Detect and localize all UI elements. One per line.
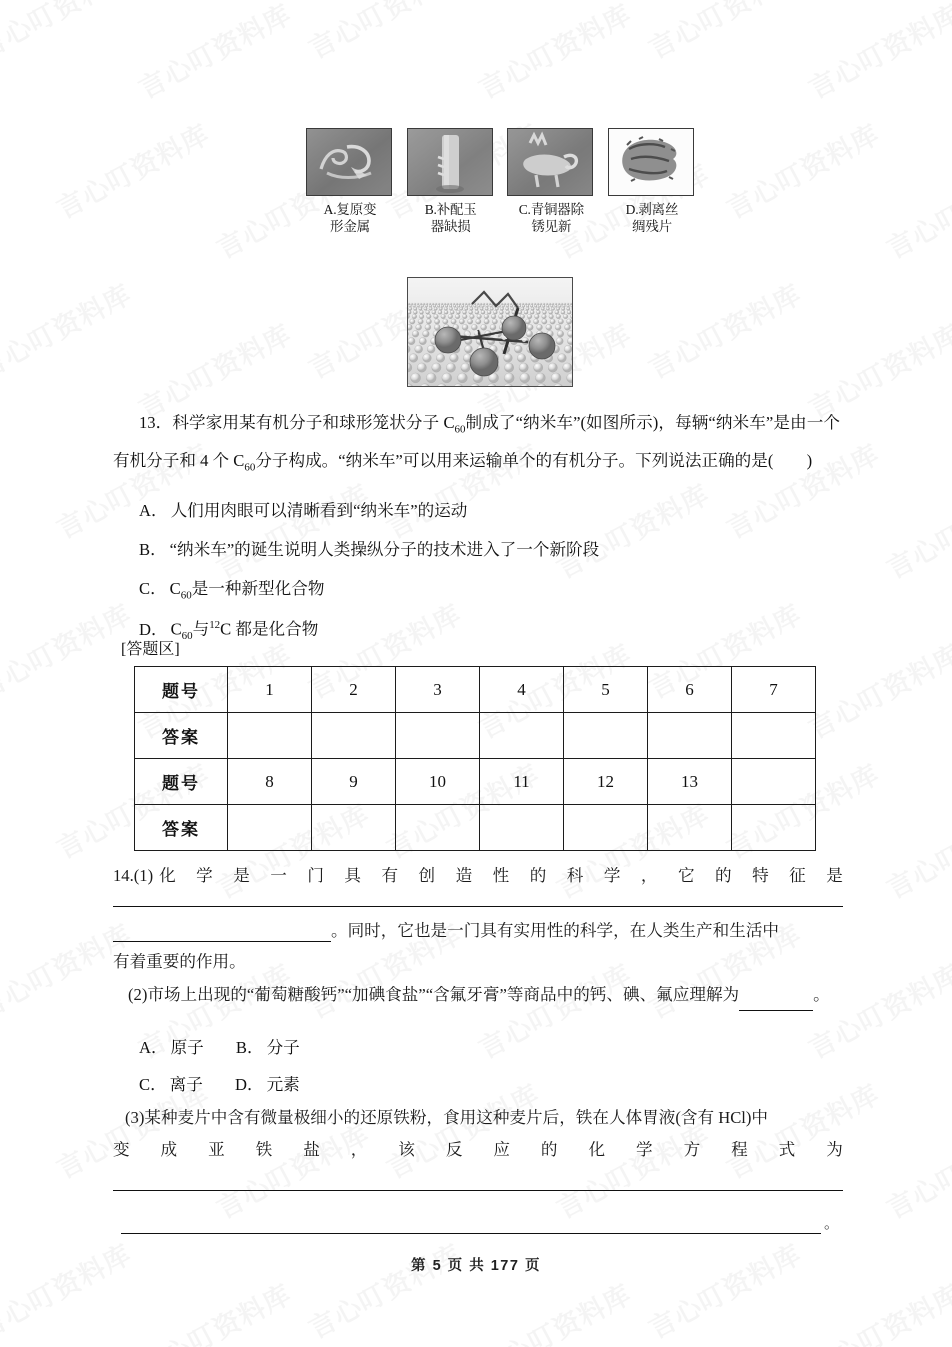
question-14-part1-spaced-text (159, 862, 843, 886)
watermark-text (801, 0, 952, 106)
option-d-text: 都是化合物 (235, 619, 319, 639)
q14-p1-char: 是 (233, 866, 250, 885)
q14-p1-char: 一 (270, 866, 287, 885)
watermark-text (641, 0, 808, 66)
watermark-text (801, 1273, 952, 1347)
q14-p1-char: 特 (752, 866, 769, 885)
watermark-text (549, 1113, 716, 1226)
q14-p3-char: 铁 (255, 1140, 273, 1159)
watermark-text (641, 1233, 808, 1346)
question-number-cell: 11 (480, 759, 564, 805)
question-number-cell: 3 (396, 667, 480, 713)
question-14-part3-text: 某种麦片中含有微量极细小的还原铁粉，食用这种麦片后，铁在人体胃液(含有 HCl)中 (144, 1108, 769, 1127)
table-row (135, 759, 816, 805)
watermark-text (879, 793, 952, 906)
watermark-text (301, 1233, 468, 1346)
option-d-formula2: C (220, 619, 232, 639)
watermark-text (641, 273, 808, 386)
q14-p1-char: 具 (344, 866, 362, 885)
q14-p3-char: 应 (493, 1140, 510, 1159)
relic-photo-bronze (507, 128, 593, 196)
table-row (135, 805, 816, 851)
relic-photo-jade (407, 128, 493, 196)
p2-option-a-label: A． (139, 1038, 168, 1057)
question-14-part1-line3: 有着重要的作用。 (113, 952, 246, 971)
watermark-text (0, 273, 137, 386)
question-number-cell: 13 (648, 759, 732, 805)
relic-caption-c (507, 201, 595, 236)
q14-p1-char: 它 (677, 866, 695, 885)
relic-text-b-2: 器缺损 (430, 219, 471, 235)
question-13-option-a[interactable] (139, 503, 467, 520)
watermark-text (0, 0, 137, 66)
relic-photo-silk (608, 128, 694, 196)
relic-text-d-2: 绸残片 (632, 219, 672, 235)
q14-p3-char: 式 (778, 1140, 796, 1159)
question-13-sub-1: 60 (454, 423, 466, 436)
option-c-label: C． (139, 579, 167, 598)
watermark-text (549, 473, 716, 586)
watermark-text (131, 0, 298, 106)
answer-cell[interactable] (732, 805, 816, 851)
q14-p1-char: 性 (492, 866, 510, 885)
relic-text-a-2: 形金属 (330, 219, 370, 235)
q14-p3-char: 学 (636, 1140, 653, 1159)
answer-cell[interactable] (480, 713, 564, 759)
question-13-option-b[interactable] (139, 542, 599, 559)
watermark-text (0, 1233, 137, 1346)
watermark-text (131, 1273, 298, 1347)
watermark-text (209, 473, 376, 586)
watermark-text (0, 593, 137, 706)
watermark-text (719, 1073, 886, 1186)
q14-p3-char: 程 (731, 1140, 748, 1159)
q14-p3-char: 为 (826, 1140, 843, 1159)
q14-p1-char: 造 (455, 866, 473, 885)
q14-p1-char: 有 (381, 866, 399, 885)
q14-p3-char: 化 (588, 1140, 606, 1159)
watermark-text (301, 0, 468, 66)
question-14-part2-marker: (2) (128, 985, 148, 1004)
relic-label-c: C. (518, 202, 531, 217)
question-number-cell: 8 (228, 759, 312, 805)
option-b-label: B． (139, 540, 167, 559)
question-13-sub-2: 60 (244, 461, 256, 474)
question-14-part1-line2-text: 。同时，它也是一门具有实用性的科学，在人类生产和生活中 (331, 921, 780, 940)
question-14-part2-period: 。 (813, 985, 830, 1004)
answer-area-label: [答题区] (121, 641, 180, 658)
question-number-cell: 6 (648, 667, 732, 713)
answer-blank-rule-1[interactable] (113, 906, 843, 907)
question-number-cell: 10 (396, 759, 480, 805)
option-d-mid: 与 (192, 619, 210, 639)
question-number-cell: 4 (480, 667, 564, 713)
relic-text-d-1: 剥离丝 (638, 202, 679, 217)
answer-blank-rule-2[interactable] (113, 921, 331, 942)
question-14-part1-marker: (1) (133, 866, 154, 885)
question-number-cell: 9 (312, 759, 396, 805)
relic-option-b (407, 128, 495, 236)
watermark-text (879, 153, 952, 266)
nanocar-figure-icon (408, 278, 572, 386)
relic-photo-bronze-icon (508, 129, 592, 195)
answer-table (134, 666, 816, 851)
p2-option-c-text: 离子 (169, 1075, 203, 1094)
option-d-label: D． (139, 619, 168, 639)
q14-p3-char: 变 (113, 1140, 130, 1159)
answer-cell[interactable] (396, 805, 480, 851)
p2-option-d-text: 元素 (266, 1075, 300, 1094)
q14-p1-char: ， (640, 866, 658, 885)
q14-p3-char: ， (350, 1140, 368, 1159)
option-c-formula: C (169, 579, 181, 598)
nanocar-illustration (407, 277, 573, 387)
q14-p3-char: 盐 (303, 1140, 320, 1159)
table-row (135, 713, 816, 759)
q14-p3-char: 亚 (208, 1140, 225, 1159)
relic-photo-silk-icon (609, 129, 693, 195)
question-13-number: 13． (139, 413, 173, 432)
q14-p1-char: 的 (529, 866, 547, 885)
watermark-text (379, 1073, 546, 1186)
watermark-text (879, 473, 952, 586)
answer-cell[interactable] (312, 713, 396, 759)
answer-cell[interactable] (312, 805, 396, 851)
question-13-stem-3: 分子构成。“纳米车”可以用来运输单个的有机分子。下列说法正确的是( ) (255, 451, 813, 471)
option-c-sub: 60 (180, 589, 192, 602)
relic-photo-jade-icon (408, 129, 492, 195)
relic-option-d (608, 128, 696, 236)
row-header-answer-1: 答案 (135, 713, 228, 759)
row-header-question-2: 题号 (135, 759, 228, 805)
relic-caption-d (608, 201, 696, 236)
answer-cell[interactable] (228, 805, 312, 851)
question-13-stem-1: 科学家用某有机分子和球形笼状分子 C (172, 413, 455, 432)
p2-option-d-label: D． (235, 1075, 264, 1094)
q14-p1-char: 化 (159, 866, 176, 885)
answer-cell[interactable] (396, 713, 480, 759)
row-header-answer-2: 答案 (135, 805, 228, 851)
watermark-text (471, 0, 638, 106)
answer-cell[interactable] (564, 805, 648, 851)
answer-cell[interactable] (480, 805, 564, 851)
relic-photo-metal-icon (307, 129, 391, 195)
q14-p1-char: 征 (789, 866, 806, 885)
question-number-cell: 5 (564, 667, 648, 713)
q14-p3-char: 该 (398, 1140, 415, 1159)
question-number-cell: 1 (228, 667, 312, 713)
watermark-text (719, 113, 886, 226)
relic-photo-metal (306, 128, 392, 196)
relic-caption-b (407, 201, 495, 236)
relic-option-a (306, 128, 394, 236)
watermark-text (49, 113, 216, 226)
watermark-text (801, 633, 952, 746)
answer-cell[interactable] (564, 713, 648, 759)
question-14-part2 (113, 979, 843, 1011)
question-13-option-c[interactable] (139, 581, 324, 601)
answer-cell[interactable] (228, 713, 312, 759)
question-14-number: 14. (113, 866, 134, 885)
option-a-label: A． (139, 501, 168, 520)
relic-text-a-1: 复原变 (336, 202, 377, 217)
p2-option-b-text: 分子 (266, 1038, 300, 1057)
question-14-part2-option-c[interactable] (139, 1077, 300, 1094)
question-14-part3-period: 。 (824, 1216, 840, 1232)
q14-p3-char: 方 (683, 1140, 701, 1159)
question-14-part1-line2 (113, 917, 843, 942)
answer-blank-rule-3[interactable] (739, 979, 813, 1011)
relic-label-b: B. (424, 202, 437, 217)
question-number-cell: 12 (564, 759, 648, 805)
p2-option-b-label: B． (235, 1038, 264, 1057)
question-number-cell-empty (732, 759, 816, 805)
question-14-part2-option-a[interactable] (139, 1040, 300, 1057)
q14-p1-char: 的 (715, 866, 732, 885)
q14-p1-char: 门 (307, 866, 324, 885)
q14-p1-char: 创 (418, 866, 436, 885)
q14-p1-char: 科 (566, 866, 584, 885)
question-13-stem (113, 407, 840, 484)
option-d-sup: 12 (209, 619, 221, 631)
p2-option-a-text: 原子 (170, 1038, 204, 1057)
table-row (135, 667, 816, 713)
watermark-text (209, 1113, 376, 1226)
relic-text-c-1: 青铜器除 (530, 202, 584, 217)
question-number-cell: 7 (732, 667, 816, 713)
q14-p3-char: 的 (540, 1140, 558, 1159)
relic-option-c (507, 128, 595, 236)
question-13-stem-2: 制成了“纳米车”(如图所示)，每辆“纳米车”是由一个有机分子和 4 个 C (113, 413, 840, 471)
option-d-sub: 60 (181, 629, 193, 642)
p2-option-c-label: C． (139, 1075, 167, 1094)
option-a-text: 人们用肉眼可以清晰看到“纳米车”的运动 (170, 501, 468, 520)
relic-text-b-1: 补配玉 (436, 202, 477, 217)
option-d-formula: C (170, 619, 182, 639)
row-header-question-1: 题号 (135, 667, 228, 713)
relic-caption-a (306, 201, 394, 236)
q14-p1-char: 学 (603, 866, 621, 885)
answer-blank-rule-4[interactable] (113, 1190, 843, 1191)
question-14-part3-marker: (3) (125, 1108, 145, 1127)
question-14-part3-line1 (113, 1104, 843, 1128)
answer-cell[interactable] (732, 713, 816, 759)
watermark-text (471, 1273, 638, 1347)
relic-options-strip (306, 128, 696, 236)
question-number-cell: 2 (312, 667, 396, 713)
answer-cell[interactable] (648, 805, 732, 851)
answer-blank-rule-5[interactable] (121, 1233, 821, 1234)
question-14-part1-line1 (113, 862, 843, 886)
answer-cell[interactable] (648, 713, 732, 759)
question-14-part2-text: 市场上出现的“葡萄糖酸钙”“加碘食盐”“含氟牙膏”等商品中的钙、碘、氟应理解为 (147, 985, 740, 1004)
question-14-part3-spaced-text (113, 1136, 843, 1160)
relic-label-a: A. (323, 202, 337, 217)
q14-p3-char: 成 (160, 1140, 178, 1159)
option-b-text: “纳米车”的诞生说明人类操纵分子的技术进入了一个新阶段 (169, 540, 600, 559)
q14-p1-char: 学 (196, 866, 213, 885)
option-c-text: 是一种新型化合物 (191, 579, 325, 598)
watermark-text (879, 1113, 952, 1226)
relic-label-d: D. (625, 202, 639, 217)
page-footer: 第 5 页 共 177 页 (411, 1258, 541, 1274)
relic-text-c-2: 锈见新 (531, 219, 572, 235)
q14-p3-char: 反 (445, 1140, 463, 1159)
q14-p1-char: 是 (826, 866, 843, 885)
